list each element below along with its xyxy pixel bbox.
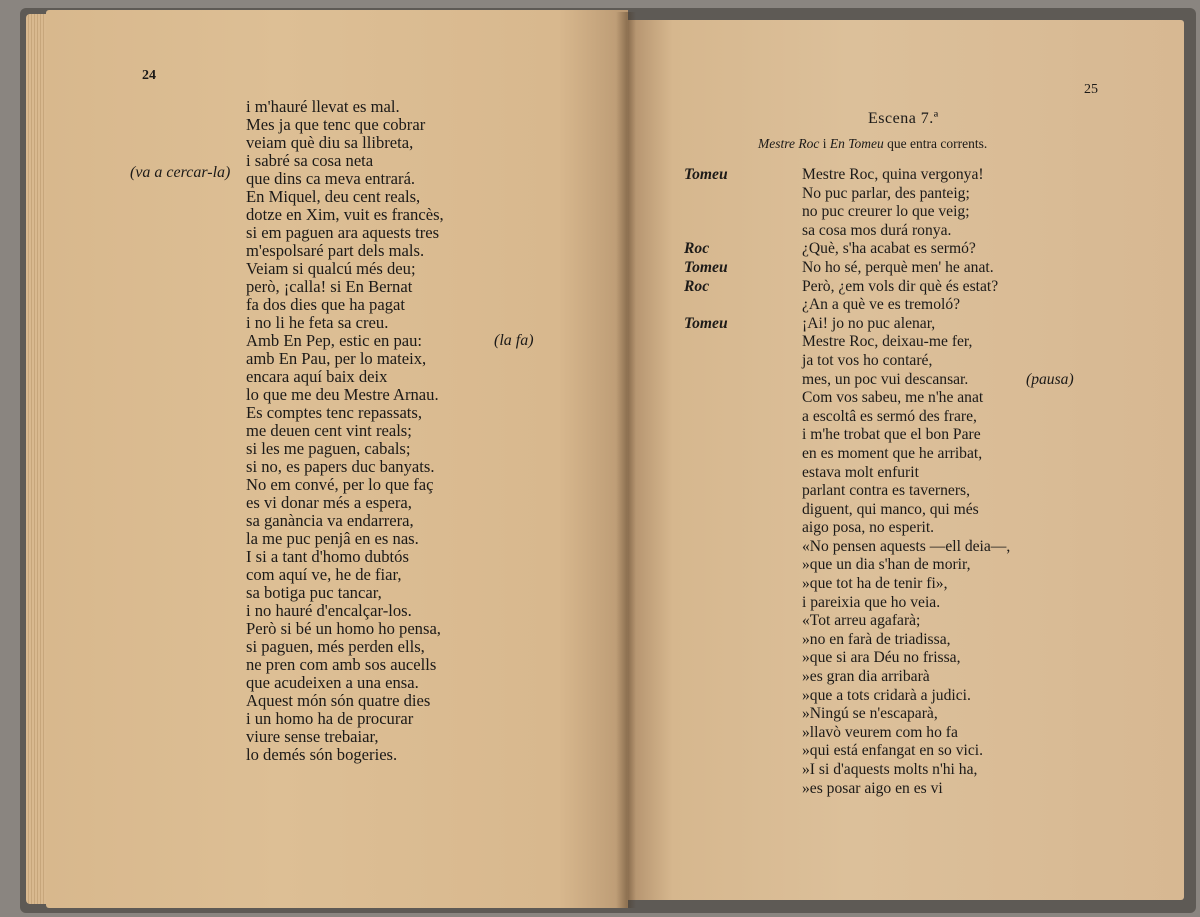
scene-desc-part: que entra corrents. [883, 136, 988, 151]
verse-line: Però si bé un homo ho pensa, [246, 619, 441, 638]
verse-text: en es moment que he arribat, [802, 444, 983, 462]
scene-desc-part: En Tomeu [829, 136, 884, 151]
speaker-name: Tomeu [684, 258, 728, 276]
verse-line: dotze en Xim, vuit es francès, [246, 205, 444, 224]
verse-text: ¿Què, s'ha acabat es sermó? [802, 240, 976, 258]
stage-direction: (la fa) [494, 332, 534, 349]
dialogue-line [684, 408, 1010, 427]
verse-line: i no li he feta sa creu. [246, 313, 389, 332]
verse-line: Veiam si qualcú més deu; [246, 259, 416, 278]
verse-line: si les me paguen, cabals; [246, 439, 411, 458]
dialogue-line [684, 501, 1010, 520]
verse-text: No ho sé, perquè men' he anat. [802, 258, 994, 276]
verse-line: Amb En Pep, estic en pau: [246, 331, 423, 350]
verse-line: Es comptes tenc repassats, [246, 403, 423, 422]
verse-text: ¡Ai! jo no puc alenar, [802, 314, 936, 332]
verse-line: si paguen, més perden ells, [246, 637, 425, 656]
dialogue-line [684, 222, 1010, 241]
verse-line: fa dos dies que ha pagat [246, 295, 405, 314]
verse-line: ne pren com amb sos aucells [246, 655, 437, 674]
verse-line: que acudeixen a una ensa. [246, 673, 419, 692]
verse-text: »es posar aigo en es vi [802, 779, 943, 797]
scene-desc-part: Mestre Roc [758, 136, 820, 151]
verse-line: veiam què diu sa llibreta, [246, 133, 414, 152]
dialogue-line [684, 445, 1010, 464]
dialogue-line [684, 612, 1010, 631]
verse-line: amb En Pau, per lo mateix, [246, 349, 427, 368]
verse-text: »llavò veurem com ho fa [802, 723, 958, 741]
verse-text: »que a tots cridarà a judici. [802, 686, 971, 704]
verse-text: i pareixia que ho veia. [802, 593, 941, 611]
dialogue-line [684, 780, 1010, 799]
verse-text: «Tot arreu agafarà; [802, 612, 921, 630]
dialogue-line [684, 705, 1010, 724]
verse-text: Però, ¿em vols dir què és estat? [802, 277, 999, 295]
verse-line: I si a tant d'homo dubtós [246, 547, 409, 566]
dialogue-line [684, 519, 1010, 538]
dialogue-line [684, 426, 1010, 445]
verse-text: mes, un poc vui descansar. [802, 370, 969, 388]
dialogue-line [684, 370, 1074, 390]
verse-text: »que si ara Déu no frissa, [802, 649, 961, 667]
verse-line: com aquí ve, he de fiar, [246, 565, 402, 584]
verse-text: sa cosa mos durá ronya. [802, 221, 952, 239]
verse-line: i m'hauré llevat es mal. [246, 97, 400, 116]
verse-line: Aquest món són quatre dies [246, 691, 431, 710]
dialogue-line [684, 538, 1010, 557]
dialogue-line [684, 296, 1010, 315]
dialogue-line [684, 464, 1010, 483]
dialogue-line [684, 594, 1010, 613]
verse-text: »es gran dia arribarà [802, 668, 930, 686]
dialogue-line [684, 649, 1010, 668]
verse-text: parlant contra es taverners, [802, 482, 970, 500]
dialogue-line [684, 278, 1010, 297]
speaker-name: Roc [684, 277, 710, 295]
dialogue-line [684, 333, 1010, 352]
verse-text: Mestre Roc, deixau-me fer, [802, 333, 973, 351]
dialogue-line [684, 631, 1010, 650]
dialogue-line [684, 166, 1010, 185]
scene-desc-part: i [819, 136, 830, 151]
verse-line: la me puc penjâ en es nas. [246, 529, 419, 548]
dialogue-line [684, 575, 1010, 594]
verse-line: lo demés són bogeries. [246, 745, 398, 764]
verse-text: no puc creurer lo que veig; [802, 203, 970, 221]
dialogue-line [684, 724, 1010, 743]
verse-line: lo que me deu Mestre Arnau. [246, 385, 439, 404]
verse-line: si no, es papers duc banyats. [246, 457, 435, 476]
verse-text: »que un dia s'han de morir, [802, 556, 971, 574]
verse-line: i sabré sa cosa neta [246, 151, 374, 170]
verse-line: Mes ja que tenc que cobrar [246, 115, 426, 134]
dialogue-line [684, 315, 1010, 334]
right-verse-list [684, 166, 1074, 798]
left-page [46, 10, 628, 908]
left-verse-list [246, 98, 444, 764]
left-page-number: 24 [142, 68, 156, 83]
verse-text: diguent, qui manco, qui més [802, 500, 979, 518]
dialogue-line [684, 185, 1010, 204]
scene-description [758, 136, 987, 152]
dialogue-line [684, 556, 1010, 575]
verse-text: Com vos sabeu, me n'he anat [802, 389, 984, 407]
stage-direction: (va a cercar-la) [130, 164, 231, 181]
dialogue-line [684, 482, 1010, 501]
verse-text: No puc parlar, des panteig; [802, 184, 970, 202]
verse-text: a escoltâ es sermó des frare, [802, 407, 977, 425]
verse-text: »I si d'aquests molts n'hi ha, [802, 761, 978, 778]
verse-text: ¿An a què ve es tremoló? [802, 296, 961, 314]
dialogue-line [684, 240, 1010, 259]
speaker-name: Tomeu [684, 166, 728, 183]
right-page-number: 25 [1084, 82, 1098, 97]
verse-text: »Ningú se n'escaparà, [802, 705, 938, 723]
dialogue-line [684, 668, 1010, 687]
verse-line: si em paguen ara aquests tres [246, 223, 440, 242]
verse-line: sa ganància va endarrera, [246, 511, 414, 530]
dialogue-line [684, 761, 1010, 780]
dialogue-line [684, 259, 1010, 278]
verse-line: En Miquel, deu cent reals, [246, 187, 421, 206]
verse-line: viure sense trebaiar, [246, 727, 379, 746]
verse-line: i un homo ha de procurar [246, 709, 414, 728]
verse-line: i no hauré d'encalçar-los. [246, 601, 412, 620]
verse-line: però, ¡calla! si En Bernat [246, 277, 413, 296]
dialogue-line [684, 687, 1010, 706]
scene-title: Escena 7.ª [868, 110, 939, 127]
dialogue-line [684, 389, 1010, 408]
verse-text: «No pensen aquests —ell deia—, [802, 537, 1011, 555]
speaker-name: Tomeu [684, 314, 728, 332]
verse-text: »no en farà de triadissa, [802, 630, 951, 648]
verse-line: que dins ca meva entrará. [246, 169, 416, 188]
verse-line: No em convé, per lo que faç [246, 475, 434, 494]
verse-text: i m'he trobat que el bon Pare [802, 426, 981, 444]
dialogue-line [684, 203, 1010, 222]
verse-line: me deuen cent vint reals; [246, 421, 412, 440]
verse-text: estava molt enfurit [802, 463, 919, 481]
dialogue-line [684, 352, 1010, 371]
verse-text: Mestre Roc, quina vergonya! [802, 166, 984, 183]
right-page [628, 20, 1184, 900]
verse-text: ja tot vos ho contaré, [802, 351, 933, 369]
verse-text: »qui está enfangat en so vici. [802, 742, 984, 760]
verse-text: »que tot ha de tenir fi», [802, 575, 948, 593]
dialogue-line [684, 742, 1010, 761]
verse-line: es vi donar més a espera, [246, 493, 412, 512]
stage-direction: (pausa) [1026, 370, 1074, 388]
verse-line: encara aquí baix deix [246, 367, 388, 386]
verse-line: m'espolsaré part dels mals. [246, 241, 425, 260]
verse-text: aigo posa, no esperit. [802, 519, 935, 537]
speaker-name: Roc [684, 240, 710, 258]
verse-line: sa botiga puc tancar, [246, 583, 382, 602]
